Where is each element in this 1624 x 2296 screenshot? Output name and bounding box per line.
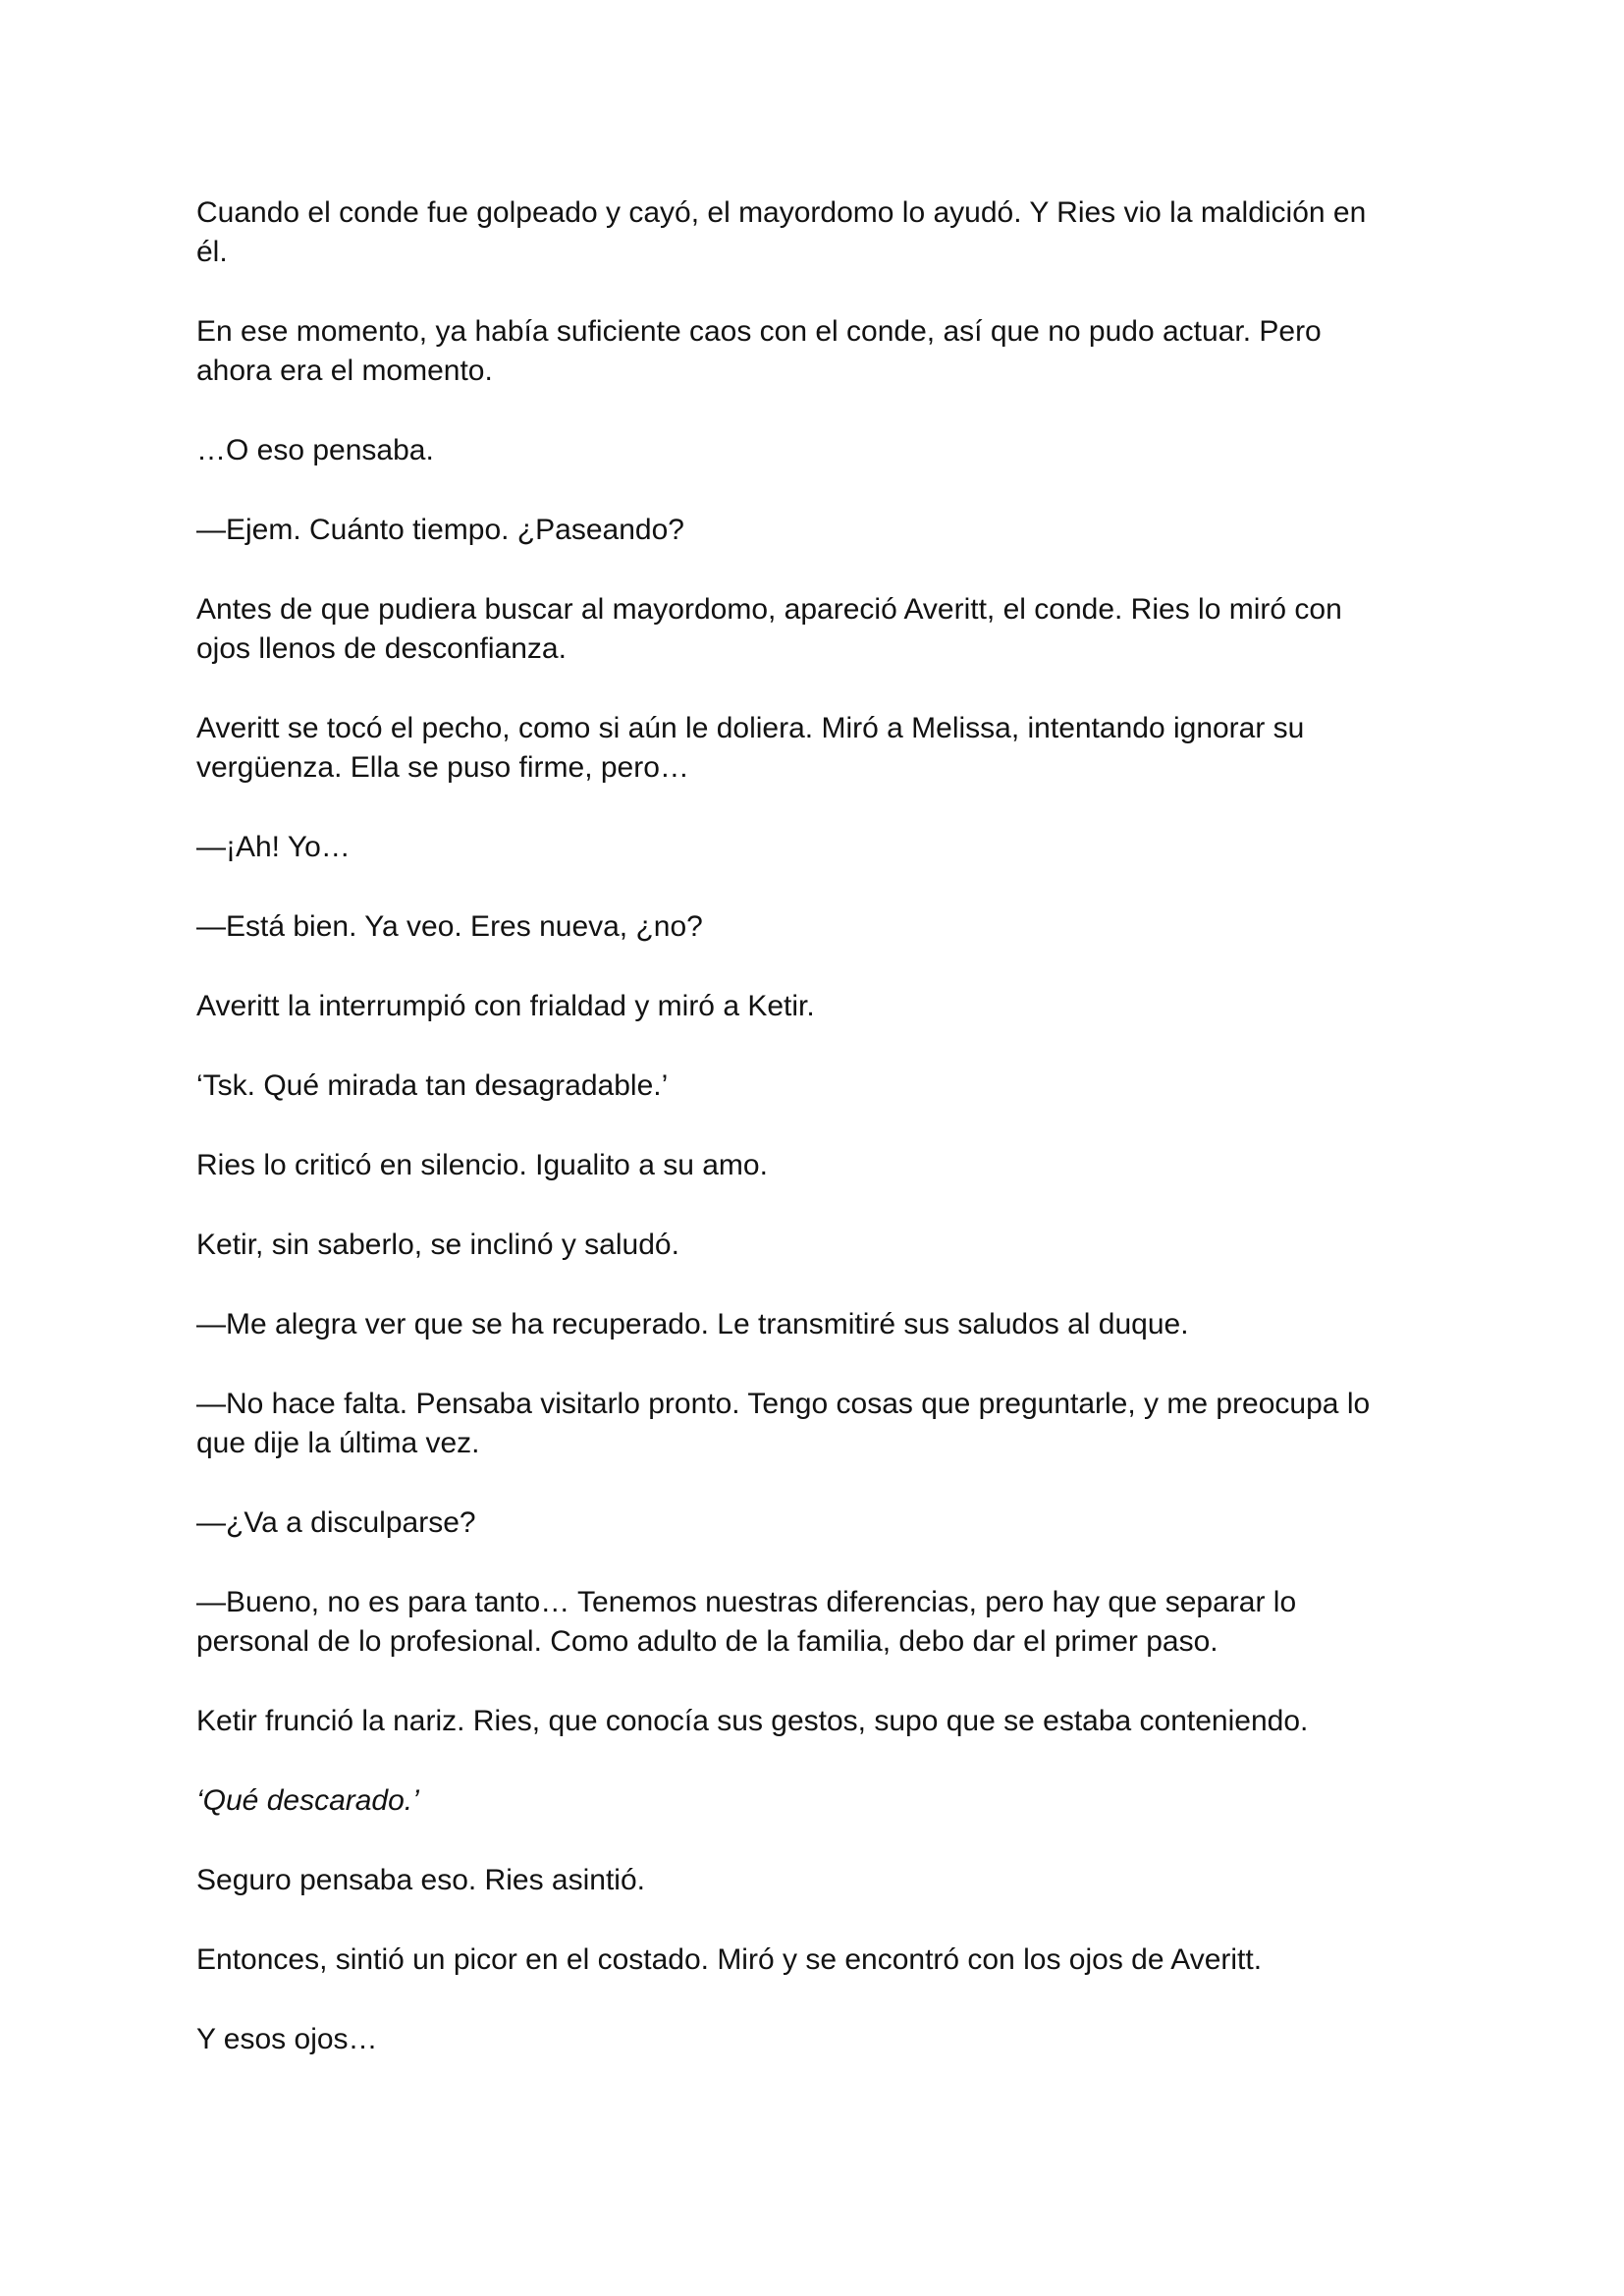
paragraph: [196, 590, 1526, 669]
paragraph: [196, 907, 1526, 947]
paragraph-line: —No hace falta. Pensaba visitarlo pronto. Tengo cosas que preguntarle, y me preocupa lo: [196, 1388, 1371, 1420]
paragraph-line: ‘Qué descarado.’: [196, 1784, 419, 1817]
paragraph-line: que dije la última vez.: [196, 1427, 480, 1459]
paragraph-line: Seguro pensaba eso. Ries asintió.: [196, 1864, 645, 1896]
paragraph-line: En ese momento, ya había suficiente caos con el conde, así que no pudo actuar. Pero: [196, 315, 1322, 348]
paragraph: [196, 828, 1526, 867]
document-body: [196, 193, 1526, 2059]
paragraph: [196, 1066, 1526, 1106]
paragraph-line: —Ejem. Cuánto tiempo. ¿Paseando?: [196, 514, 684, 546]
paragraph-line: Ketir frunció la nariz. Ries, que conocía sus gestos, supo que se estaba conteniendo.: [196, 1705, 1309, 1737]
paragraph: [196, 1226, 1526, 1265]
paragraph-line: ‘Tsk. Qué mirada tan desagradable.’: [196, 1069, 669, 1102]
paragraph: [196, 2020, 1526, 2059]
paragraph-line: Antes de que pudiera buscar al mayordomo, apareció Averitt, el conde. Ries lo miró con: [196, 593, 1342, 626]
paragraph: [196, 1702, 1526, 1741]
paragraph-line: ahora era el momento.: [196, 355, 493, 387]
paragraph: [196, 1146, 1526, 1185]
paragraph-line: —Me alegra ver que se ha recuperado. Le transmitiré sus saludos al duque.: [196, 1308, 1189, 1340]
paragraph: [196, 1941, 1526, 1980]
paragraph: [196, 1781, 1526, 1821]
paragraph: [196, 987, 1526, 1026]
paragraph-line: Ketir, sin saberlo, se inclinó y saludó.: [196, 1229, 679, 1261]
paragraph-line: —Está bien. Ya veo. Eres nueva, ¿no?: [196, 910, 703, 943]
paragraph: [196, 193, 1526, 272]
paragraph: [196, 431, 1526, 470]
paragraph: [196, 511, 1526, 550]
paragraph-line: —¿Va a disculparse?: [196, 1506, 476, 1539]
paragraph-line: Y esos ojos…: [196, 2023, 378, 2055]
paragraph-line: vergüenza. Ella se puso firme, pero…: [196, 751, 689, 784]
paragraph: [196, 1503, 1526, 1543]
paragraph: [196, 1385, 1526, 1463]
paragraph-line: —¡Ah! Yo…: [196, 831, 351, 863]
paragraph-line: …O eso pensaba.: [196, 434, 434, 466]
paragraph: [196, 312, 1526, 391]
paragraph: [196, 709, 1526, 788]
paragraph-line: Averitt la interrumpió con frialdad y miró a Ketir.: [196, 990, 815, 1022]
paragraph-line: él.: [196, 236, 228, 268]
paragraph-line: Ries lo criticó en silencio. Igualito a su amo.: [196, 1149, 768, 1181]
paragraph-line: —Bueno, no es para tanto… Tenemos nuestras diferencias, pero hay que separar lo: [196, 1586, 1297, 1618]
paragraph-line: Averitt se tocó el pecho, como si aún le doliera. Miró a Melissa, intentando ignorar su: [196, 712, 1305, 744]
paragraph: [196, 1861, 1526, 1900]
paragraph-line: ojos llenos de desconfianza.: [196, 632, 567, 665]
paragraph: [196, 1305, 1526, 1344]
paragraph: [196, 1583, 1526, 1662]
paragraph-line: Cuando el conde fue golpeado y cayó, el mayordomo lo ayudó. Y Ries vio la maldición en: [196, 196, 1367, 229]
paragraph-line: personal de lo profesional. Como adulto de la familia, debo dar el primer paso.: [196, 1625, 1218, 1658]
paragraph-line: Entonces, sintió un picor en el costado. Miró y se encontró con los ojos de Averitt.: [196, 1943, 1263, 1976]
